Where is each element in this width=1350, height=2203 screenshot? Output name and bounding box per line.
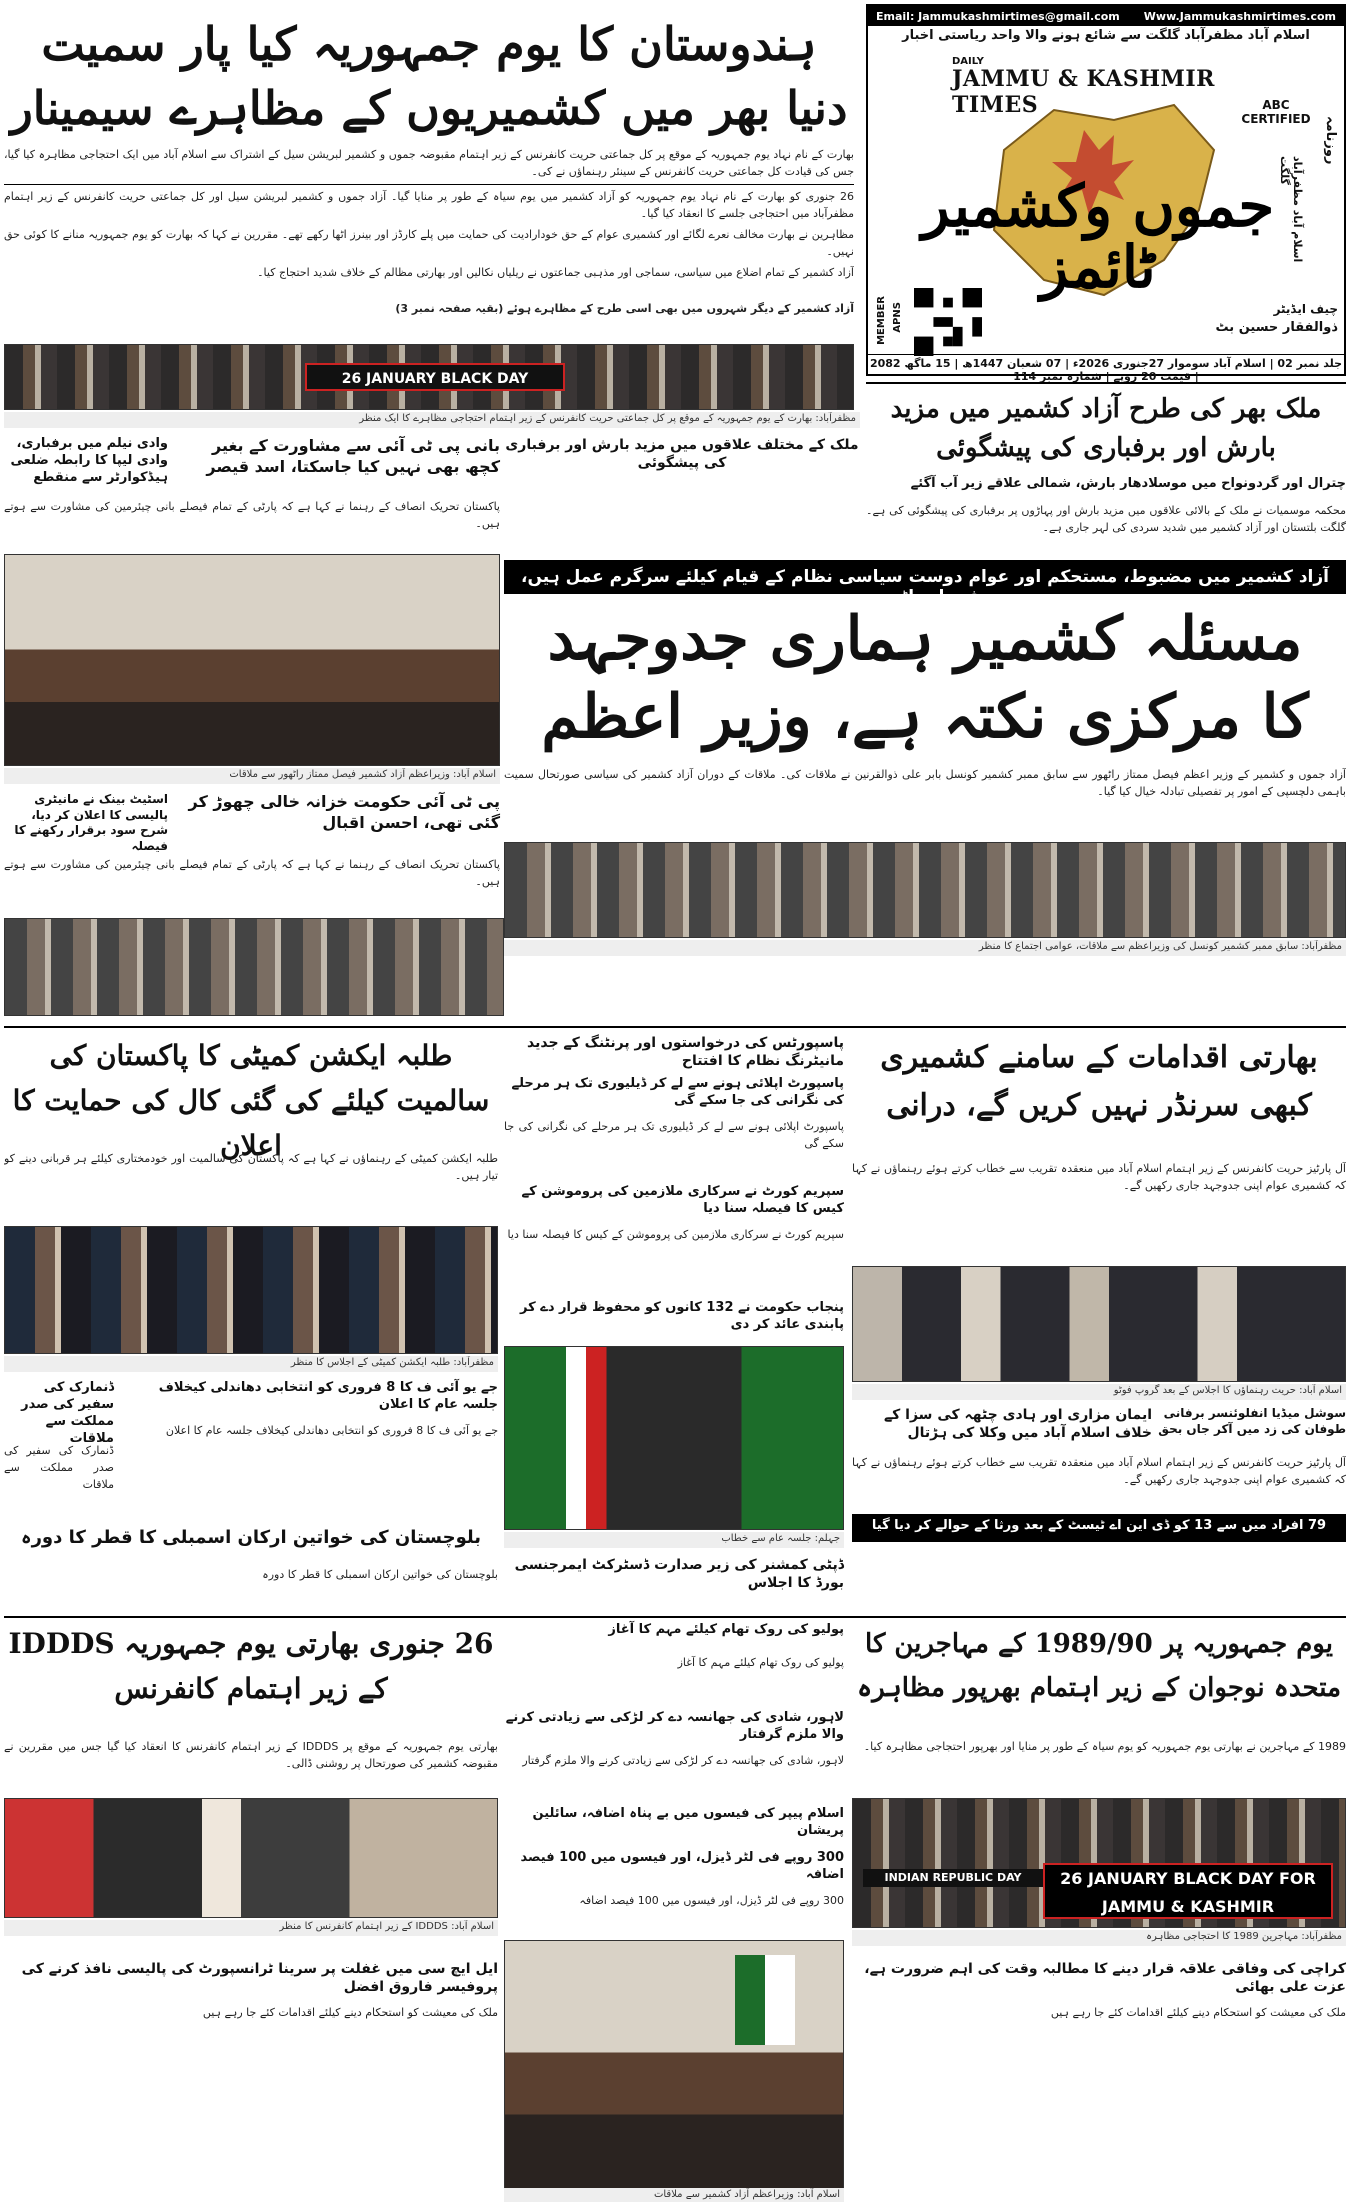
lead-photo	[504, 842, 1346, 938]
indian-republic-day-label: INDIAN REPUBLIC DAY	[863, 1869, 1043, 1887]
pm-meeting-caption-2: اسلام آباد: وزیراعظم آزاد کشمیر سے ملاقات	[504, 2188, 844, 2202]
jui-body: جے یو آئی ف کا 8 فروری کو انتخابی دھاندلی کیخلاف جلسہ عام کا اعلان	[165, 1424, 498, 1437]
masthead-roznama: روزنامہ	[1323, 116, 1338, 165]
passport-headline[interactable]: پاسپورٹس کی درخواستوں اور پرنٹنگ کے جدید مانیٹرنگ نظام کا افتتاح	[527, 1035, 844, 1070]
migrants-headline[interactable]: یوم جمہوریہ پر 1989/90 کے مہاجرین کا متحدہ نوجوان کے زیر اہتمام بھرپور مظاہرہ	[856, 1629, 1342, 1704]
weather-headline[interactable]: ملک بھر کی طرح آزاد کشمیر میں مزید بارش اور برفباری کی پیشگوئی	[890, 394, 1322, 463]
students-caption: مظفرآباد: طلبہ ایکشن کمیٹی کے اجلاس کا منظر	[4, 1356, 498, 1372]
migrants-story	[852, 1622, 1346, 1952]
weather-body: محکمہ موسمیات نے ملک کے بالائی علاقوں میں مزید بارش اور پہاڑوں پر برفباری کی پیشگوئی کی ہے۔ گلگت بلتستان اور آزاد کشمیر میں شدید سردی کی لہر جاری ہے۔	[866, 504, 1346, 535]
baloch-women-headline[interactable]: بلوچستان کی خواتین ارکان اسمبلی کا قطر کا دورہ	[21, 1527, 481, 1548]
durrani-photo	[852, 1266, 1346, 1382]
iddds-photo	[4, 1798, 498, 1918]
divider	[4, 184, 854, 185]
punjab-mines-headline[interactable]: پنجاب حکومت نے 132 کانوں کو محفوظ قرار دے کر پابندی عائد کر دی	[520, 1300, 844, 1332]
social-influencer-headline[interactable]: سوشل میڈیا انفلوئنسر برفانی طوفان کی زد میں آکر جاں بحق	[1158, 1406, 1346, 1436]
left-col-body: پاکستان تحریک انصاف کے رہنما نے کہا ہے کہ پارٹی کے تمام فیصلے بانی چیئرمین کی مشاورت سے ہوتے ہیں۔	[4, 500, 500, 531]
wide-event-photo	[4, 918, 504, 1016]
top-story-jump[interactable]: آزاد کشمیر کے دیگر شہروں میں بھی اسی طرح کے مظاہرے ہوئے (بقیہ صفحہ نمبر 3)	[395, 302, 854, 315]
weather-subhead-2[interactable]: ملک کے مختلف علاقوں میں مزید بارش اور برفباری کی پیشگوئی	[505, 437, 859, 472]
website-text[interactable]: Www.Jammukashmirtimes.com	[1143, 9, 1336, 23]
neelum-snow-headline[interactable]: وادی نیلم میں برفباری، وادی لیپا کا رابطہ ضلعی ہیڈکوارٹر سے منقطع	[10, 436, 168, 485]
pm-meeting-caption: اسلام آباد: وزیراعظم آزاد کشمیر فیصل ممتاز راٹھور سے ملاقات	[4, 768, 500, 784]
top-story-para-3: مظاہرین نے بھارت مخالف نعرے لگائے اور کشمیری عوام کے حق خودارادیت کی حمایت میں پلے کارڈز اور بینرز اٹھا رکھے تھے۔ مقررین نے کہا کہ بھارت کو یوم جمہوریہ منانے کا کوئی حق نہیں۔	[4, 228, 854, 259]
lahore-arrest-body: لاہور، شادی کی جھانسہ دے کر لڑکی سے زیادتی کرنے والا ملزم گرفتار	[522, 1754, 844, 1767]
iddds-body: بھارتی یوم جمہوریہ کے موقع پر IDDDS کے زیر اہتمام کانفرنس کا انعقاد کیا گیا جس میں مقررین نے مقبوضہ کشمیر کی صورتحال پر روشنی ڈالی۔	[4, 1740, 498, 1771]
jui-headline[interactable]: جے یو آئی ف کا 8 فروری کو انتخابی دھاندلی کیخلاف جلسہ عام کا اعلان	[158, 1380, 498, 1412]
durrani-body: آل پارٹیز حریت کانفرنس کے زیر اہتمام اسلام آباد میں منعقدہ تقریب سے خطاب کرتے ہوئے رہنماؤں نے کہا کہ کشمیری عوام اپنی جدوجہد جاری رکھیں گے۔	[852, 1162, 1346, 1193]
qr-code-icon[interactable]	[914, 288, 982, 356]
lead-story	[504, 560, 1346, 1020]
passport-body: پاسپورٹ اپلائی ہونے سے لے کر ڈیلیوری تک ہر مرحلے کی نگرانی کی جا سکے گی	[504, 1120, 844, 1151]
lead-kicker[interactable]: آزاد کشمیر میں مضبوط، مستحکم اور عوام دوست سیاسی نظام کے قیام کیلئے سرگرم عمل ہیں، فیصل راٹھور	[521, 567, 1329, 607]
top-story-caption: مظفرآباد: بھارت کے یوم جمہوریہ کے موقع پر کل جماعتی حریت کانفرنس کے زیر اہتمام احتجاجی مظاہرے کا ایک منظر	[4, 412, 860, 428]
asad-qaiser-headline[interactable]: بانی پی ٹی آئی سے مشاورت کے بغیر کچھ بھی نہیں کیا جاسکتا، اسد قیصر	[206, 436, 500, 476]
chief-editor-name: ذوالفقار حسین بٹ	[1215, 320, 1338, 335]
durrani-story	[852, 1034, 1346, 1554]
footer-briefs-right	[852, 1960, 1346, 2200]
islamabad-lawyers-headline[interactable]: ایمان مزاری اور ہادی چٹھہ کی سزا کے خلاف اسلام آباد میں وکلا کی ہڑتال	[883, 1407, 1152, 1442]
supreme-court-headline[interactable]: سپریم کورٹ نے سرکاری ملازمین کی پروموشن کے کیس کا فیصلہ سنا دیا	[521, 1184, 844, 1216]
masthead-english-title: JAMMU & KASHMIR TIMES	[952, 66, 1215, 118]
durrani-caption: اسلام آباد: حریت رہنماؤں کا اجلاس کے بعد گروپ فوٹو	[852, 1384, 1346, 1400]
iddds-story	[4, 1622, 498, 1952]
top-story-para-4: آزاد کشمیر کے تمام اضلاع میں سیاسی، سماجی اور مذہبی جماعتوں نے ریلیاں نکالیں اور بھارتی مظالم کے خلاف شدید احتجاج کیا۔	[257, 266, 854, 279]
black-day-jk-banner: 26 JANUARY BLACK DAY FOR JAMMU & KASHMIR	[1043, 1863, 1333, 1919]
ajk-flag	[735, 1955, 795, 2045]
diesel-headline[interactable]: 300 روپے فی لٹر ڈیزل، اور فیسوں میں 100 فیصد اضافہ	[520, 1850, 844, 1882]
durrani-headline[interactable]: بھارتی اقدامات کے سامنے کشمیری کبھی سرنڈر نہیں کریں گے، درانی	[880, 1040, 1318, 1123]
polio-body: پولیو کی روک تھام کیلئے مہم کا آغاز	[677, 1656, 844, 1669]
migrants-caption: مظفرآباد: مہاجرین 1989 کا احتجاجی مظاہرہ	[852, 1930, 1346, 1946]
member-label: MEMBER	[876, 296, 887, 345]
masthead-daily: DAILY	[952, 56, 984, 67]
top-story-headline[interactable]: ہندوستان کا یوم جمہوریہ کیا پار سمیت دنیا بھر میں کشمیریوں کے مظاہرے سیمینار	[10, 17, 848, 136]
iddds-headline[interactable]: 26 جنوری بھارتی یوم جمہوریہ IDDDS کے زیر اہتمام کانفرنس	[8, 1627, 494, 1705]
state-bank-headline[interactable]: اسٹیٹ بینک نے مانیٹری پالیسی کا اعلان کر دیا، شرح سود برقرار رکھنے کا فیصلہ	[14, 792, 168, 853]
lhc-headline[interactable]: ایل ایچ سی میں غفلت پر سرینا ٹرانسپورٹ کی پالیسی نافذ کرنے کی پروفیسر فاروق افضل	[21, 1961, 498, 1996]
weather-subhead[interactable]: چترال اور گردونواح میں موسلادھار بارش، شمالی علاقے زیر آب آگئے	[910, 476, 1346, 491]
pm-meeting-photo-2	[504, 1940, 844, 2190]
masthead	[866, 4, 1346, 383]
denmark-body: ڈنمارک کی سفیر کی صدر مملکت سے ملاقات	[4, 1444, 114, 1492]
issue-info-bar: جلد نمبر 02 | اسلام آباد سوموار 27جنوری 2026ء | 07 شعبان 1447ھ | 15 ماگھ 2082 | قیمت 20 روپے | شمارہ نمبر 114	[868, 354, 1344, 374]
diesel-body: 300 روپے فی لٹر ڈیزل، اور فیسوں میں 100 فیصد اضافہ	[579, 1894, 844, 1907]
chief-editor-label: چیف ایڈیٹر	[1273, 302, 1338, 316]
email-text[interactable]: Email: Jammukashmirtimes@gmail.com	[876, 9, 1120, 23]
lhc-body: ملک کی معیشت کو استحکام دینے کیلئے اقدامات کئے جا رہے ہیں	[202, 2006, 498, 2019]
apns-label: APNS	[892, 302, 903, 333]
pm-meeting-photo	[4, 554, 500, 766]
masthead-contact-bar	[868, 6, 1344, 26]
section-divider	[4, 1026, 1346, 1028]
jhelum-rally-photo	[504, 1346, 844, 1530]
abc-certified-badge: ABC CERTIFIED	[1241, 98, 1311, 127]
bottom-center-briefs	[504, 1622, 844, 2202]
supreme-court-body: سپریم کورٹ نے سرکاری ملازمین کی پروموشن کے کیس کا فیصلہ سنا دیا	[507, 1228, 844, 1241]
stamp-paper-headline[interactable]: اسلام پیپر کی فیسوں میں بے پناہ اضافہ، سائلین پریشان	[532, 1806, 844, 1838]
top-story-photo	[4, 344, 854, 410]
baloch-body: بلوچستان کی خواتین ارکان اسمبلی کا قطر کا دورہ	[262, 1568, 498, 1581]
top-story	[4, 4, 860, 414]
jhelum-caption: جہلم: جلسہ عام سے خطاب	[504, 1532, 844, 1548]
lahore-arrest-headline[interactable]: لاہور، شادی کی جھانسہ دے کر لڑکی سے زیادتی کرنے والا ملزم گرفتار	[505, 1710, 844, 1742]
masthead-tagline: اسلام آباد مظفرآباد گلگت سے شائع ہونے والا واحد ریاستی اخبار	[902, 28, 1310, 43]
top-story-para-1: بھارت کے نام نہاد یوم جمہوریہ کے موقع پر کل جماعتی حریت کانفرنس کے زیر اہتمام مقبوضہ جموں و کشمیر لبریشن سیل کے اشتراک سے اسلام آباد میں ایک احتجاجی مظاہرہ کیا گیا، جس کی قیادت کل جماعتی حریت کانفرنس کے سینئر رہنماؤں نے کی۔	[4, 148, 854, 179]
lead-body: آزاد جموں و کشمیر کے وزیر اعظم فیصل ممتاز راٹھور سے سابق ممبر کشمیر کونسل بابر علی ذوالقرنین نے ملاقات کی۔ ملاقات کے دوران آزاد کشمیر کی سیاسی صورتحال سمیت باہمی دلچسپی کے امور پر تفصیلی تبادلہ خیال کیا گیا۔	[504, 768, 1346, 799]
lead-caption: مظفرآباد: سابق ممبر کشمیر کونسل کی وزیراعظم سے ملاقات، عوامی اجتماع کا منظر	[504, 940, 1346, 956]
students-photo	[4, 1226, 498, 1354]
top-story-para-2: 26 جنوری کو بھارت کے نام نہاد یوم جمہوریہ کو آزاد کشمیر میں یوم سیاہ کے طور پر منایا گیا۔ آزاد جموں و کشمیر لبریشن سیل اور کل جماعتی حریت کانفرنس کے زیر اہتمام مظفرآباد میں احتجاجی جلسے کا انعقاد کیا گیا۔	[4, 190, 854, 221]
footer-briefs-left	[4, 1960, 498, 2200]
ahsan-iqbal-headline[interactable]: پی ٹی آئی حکومت خزانہ خالی چھوڑ کر گئی تھی، احسن اقبال	[188, 792, 500, 832]
iddds-caption: اسلام آباد: IDDDS کے زیر اہتمام کانفرنس کا منظر	[4, 1920, 498, 1936]
weather-story	[866, 382, 1346, 560]
hospital-headline[interactable]: 79 افراد میں سے 13 کو ڈی این اے ٹیسٹ کے بعد ورثا کے حوالے کر دیا گیا	[871, 1518, 1327, 1533]
masthead-urdu-title: جموں وکشمیر ٹائمز	[921, 172, 1275, 301]
students-body: طلبہ ایکشن کمیٹی کے رہنماؤں نے کہا ہے کہ پاکستان کی سالمیت اور خودمختاری کیلئے ہر قربانی دینے کو تیار ہیں۔	[4, 1152, 498, 1183]
deputy-commissioner-headline[interactable]: ڈپٹی کمشنر کی زیر صدارت ڈسٹرکٹ ایمرجنسی بورڈ کا اجلاس	[514, 1557, 844, 1592]
students-headline[interactable]: طلبہ ایکشن کمیٹی کا پاکستان کی سالمیت کیلئے کی گئی کال کی حمایت کا اعلان	[12, 1039, 490, 1162]
section-divider-2	[4, 1616, 1346, 1618]
masthead-cities: اسلام آباد مظفرآباد گلگت	[1278, 156, 1304, 263]
karachi-headline[interactable]: کراچی کی وفاقی علاقہ قرار دینے کا مطالبہ وقت کی اہم ضرورت ہے، عزت علی بھائی	[864, 1961, 1346, 1996]
islamabad-lawyers-body: آل پارٹیز حریت کانفرنس کے زیر اہتمام اسلام آباد میں منعقدہ تقریب سے خطاب کرتے ہوئے رہنماؤں نے کہا کہ کشمیری عوام اپنی جدوجہد جاری رکھیں گے۔	[852, 1456, 1346, 1487]
passport-subhead[interactable]: پاسپورٹ اپلائی ہونے سے لے کر ڈیلیوری تک ہر مرحلے کی نگرانی کی جا سکے گی	[511, 1076, 844, 1108]
black-day-banner: 26 JANUARY BLACK DAY	[305, 363, 565, 391]
lead-headline[interactable]: مسئلہ کشمیر ہماری جدوجہد کا مرکزی نکتہ ہے، وزیر اعظم	[541, 604, 1309, 752]
lower-left-briefs	[4, 1380, 498, 1610]
denmark-headline[interactable]: ڈنمارک کی سفیر کی صدر مملکت سے ملاقات	[21, 1380, 114, 1446]
students-story	[4, 1034, 498, 1374]
passport-story	[504, 1034, 844, 1554]
left-col-body-2: پاکستان تحریک انصاف کے رہنما نے کہا ہے کہ پارٹی کے تمام فیصلے بانی چیئرمین کی مشاورت سے ہوتے ہیں۔	[4, 858, 500, 889]
karachi-body: ملک کی معیشت کو استحکام دینے کیلئے اقدامات کئے جا رہے ہیں	[1050, 2006, 1346, 2019]
polio-headline[interactable]: پولیو کی روک تھام کیلئے مہم کا آغاز	[608, 1622, 844, 1637]
migrants-body: 1989 کے مہاجرین نے بھارتی یوم جمہوریہ کو یوم سیاہ کے طور پر منایا اور بھرپور احتجاجی مظاہرہ کیا۔	[863, 1740, 1346, 1753]
migrants-photo	[852, 1798, 1346, 1928]
